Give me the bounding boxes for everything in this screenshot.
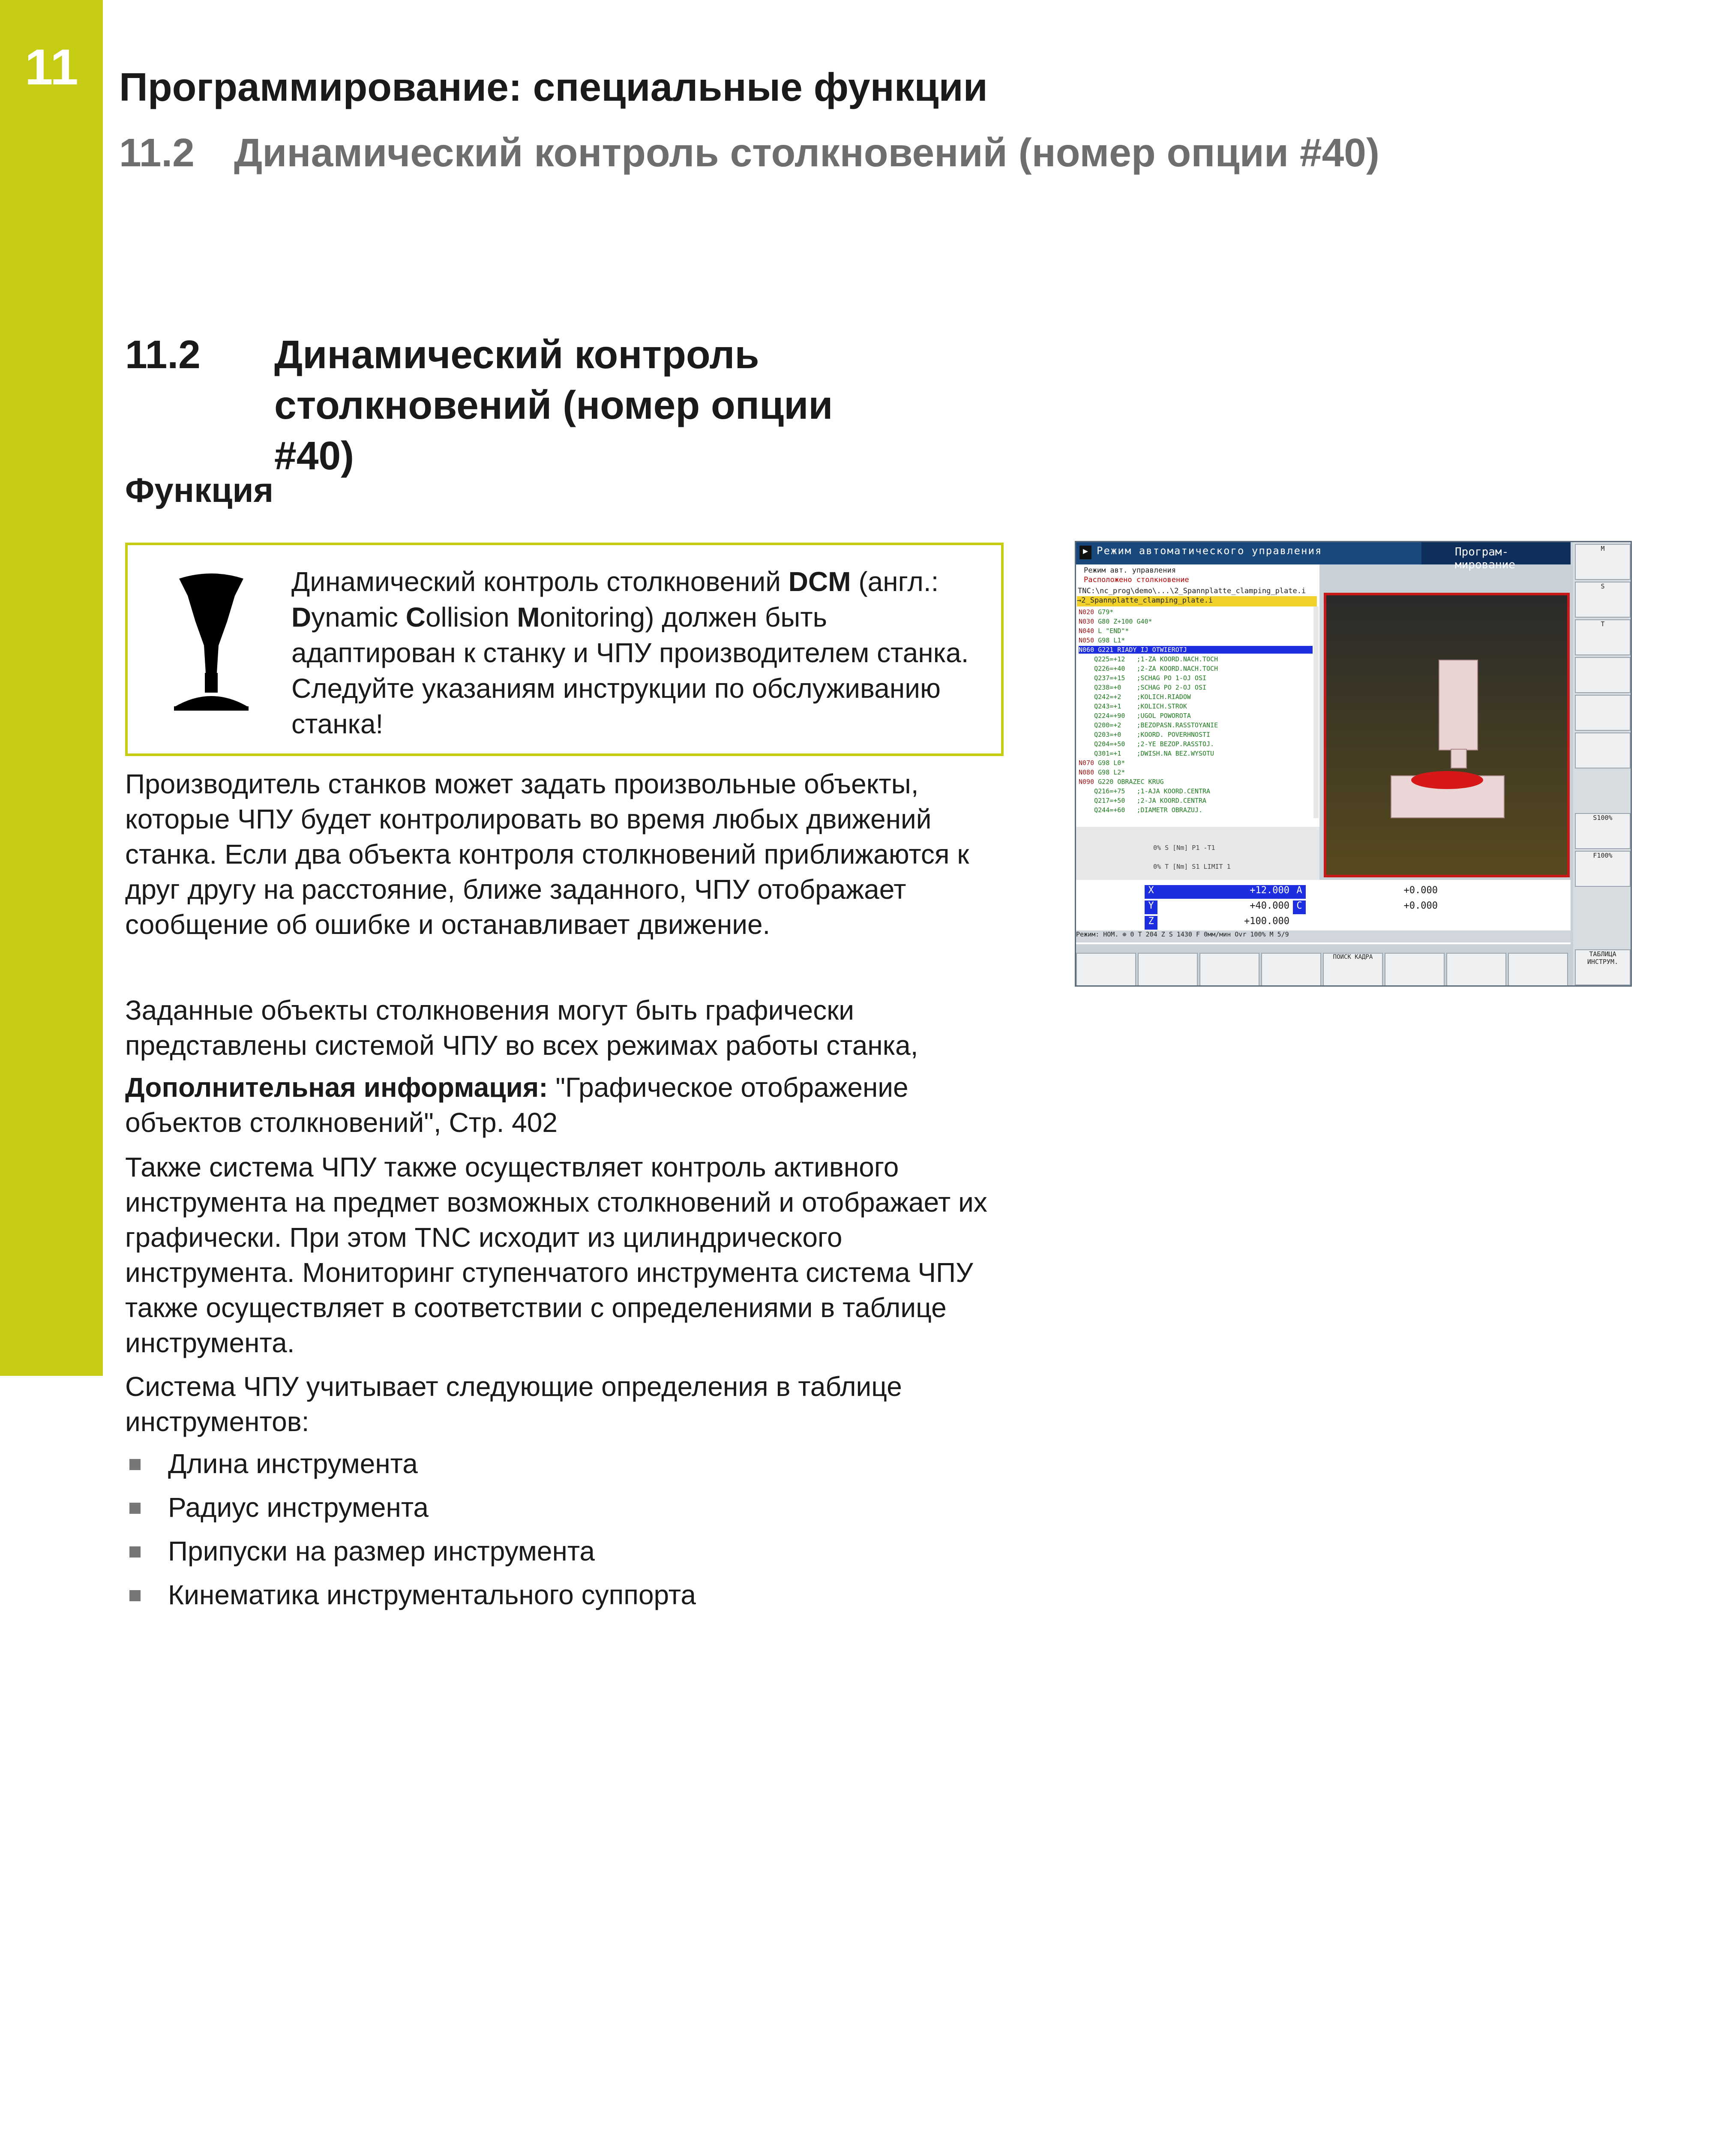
bullet-icon — [129, 1503, 141, 1514]
note-text — [291, 564, 977, 742]
section-heading — [125, 329, 833, 478]
note-segment: onitoring) должен быть адаптирован к станку и ЧПУ производителем станка. Следуйте указаниям инструкции по обслуживанию станка! — [291, 602, 969, 739]
tnc-screenshot — [1075, 541, 1632, 987]
tool-body — [1439, 660, 1478, 750]
axis-label: Y — [1145, 900, 1157, 914]
more-info-link[interactable]: "Графическое отображение объектов столкновений", Стр. 402 — [125, 1072, 908, 1138]
softkey[interactable] — [1261, 953, 1321, 986]
feed-override[interactable]: F100% — [1575, 851, 1631, 887]
program-line[interactable] — [1079, 646, 1313, 654]
note-segment: D — [291, 602, 312, 633]
chapter-sidebar — [0, 0, 103, 1376]
axis-value: +0.000 — [1403, 900, 1438, 911]
tool-table-softkey[interactable]: ТАБЛИЦА ИНСТРУМ. — [1575, 949, 1631, 985]
tool-tip — [1451, 749, 1467, 768]
program-scrollbar[interactable] — [1313, 606, 1319, 818]
axis-value: +40.000 — [1250, 900, 1289, 911]
mode-title: Режим автоматического управления — [1097, 545, 1322, 557]
mode-right: Програм- мирование — [1421, 542, 1571, 564]
axis-value: +100.000 — [1244, 916, 1289, 927]
axis-value: +0.000 — [1403, 885, 1438, 896]
more-info-label: Дополнительная информация: — [125, 1072, 548, 1103]
block-code: G98 L0* — [1098, 759, 1125, 767]
block-number: N070 — [1079, 759, 1098, 767]
side-softkey[interactable]: M — [1575, 544, 1631, 580]
block-code: Q217=+50 ;2-JA KOORD.CENTRA — [1079, 797, 1207, 804]
program-line[interactable] — [1079, 806, 1202, 814]
program-line[interactable] — [1079, 731, 1210, 738]
program-line[interactable] — [1079, 674, 1206, 682]
axis-label: A — [1293, 885, 1306, 899]
note-segment: M — [517, 602, 540, 633]
paragraph-2: Заданные объекты столкновения могут быть графически представлены системой ЧПУ во всех режимах работы станка, — [125, 995, 918, 1061]
bullet-icon — [129, 1590, 141, 1601]
paragraph-3 — [125, 1070, 1008, 1140]
note-box — [125, 543, 1004, 756]
side-softkey[interactable]: T — [1575, 619, 1631, 655]
note-segment: Динамический контроль столкновений — [291, 566, 789, 597]
paragraph-5: Система ЧПУ учитывает следующие определения в таблице инструментов: — [125, 1371, 902, 1437]
axis-value: +12.000 — [1157, 885, 1293, 899]
program-line[interactable] — [1079, 768, 1125, 776]
softkey[interactable] — [1076, 953, 1136, 986]
bullet-icon — [129, 1546, 141, 1558]
block-code: G220 OBRAZEC KRUG — [1098, 778, 1164, 786]
note-segment: DCM — [788, 566, 851, 597]
program-line[interactable] — [1079, 721, 1218, 729]
block-code: G221 RIADY IJ OTWIEROTJ — [1098, 646, 1187, 654]
block-code: G80 Z+100 G40* — [1098, 618, 1152, 625]
side-softkey[interactable] — [1575, 657, 1631, 693]
block-code: Q226=+40 ;2-ZA KOORD.NACH.TOCH — [1079, 665, 1218, 672]
status-line-2: Расположено столкновение — [1084, 576, 1189, 584]
machine-dependent-function-icon — [171, 570, 252, 724]
axis-label: X — [1145, 885, 1157, 899]
status-bar: Режим: НОМ. ⊕ 0 T 204 Z S 1430 F 0мм/мин Ovr 100% M 5/9 — [1076, 930, 1571, 942]
section-title — [274, 329, 917, 481]
side-softkey[interactable] — [1575, 732, 1631, 768]
running-header — [119, 130, 1379, 176]
subheading: Функция — [125, 471, 274, 509]
axis-label: C — [1293, 900, 1306, 914]
block-number: N080 — [1079, 768, 1098, 776]
side-softkey[interactable]: S — [1575, 582, 1631, 618]
load-status-1: 0% S [Nm] P1 -T1 — [1153, 844, 1215, 852]
block-code: G79* — [1098, 608, 1114, 616]
block-code: Q224=+90 ;UGOL POWOROTA — [1079, 712, 1191, 720]
block-code: Q238=+0 ;SCHAG PO 2-OJ OSI — [1079, 684, 1207, 691]
program-line[interactable] — [1079, 665, 1218, 672]
note-segment: C — [405, 602, 426, 633]
running-header-title: Динамический контроль столкновений (номер опции #40) — [234, 130, 1379, 175]
section-title-line2: столкновений (номер опции #40) — [274, 383, 833, 478]
paragraph-1: Производитель станков может задать произвольные объекты, которые ЧПУ будет контролировать во время любых движений станка. Если два объекта контроля столкновений приближаются к друг другу на расстояние, ближе заданного, ЧПУ отображает сообщение об ошибке и останавливает движение. — [125, 768, 969, 940]
block-number: N020 — [1079, 608, 1098, 616]
block-number: N090 — [1079, 778, 1098, 786]
load-status — [1076, 827, 1319, 880]
program-line[interactable] — [1079, 778, 1164, 786]
program-file: →2_Spannplatte_clamping_plate.i — [1077, 596, 1317, 606]
spindle-override[interactable]: S100% — [1575, 813, 1631, 849]
block-code: Q225=+12 ;1-ZA KOORD.NACH.TOCH — [1079, 655, 1218, 663]
program-line[interactable] — [1079, 740, 1214, 748]
block-code: Q237=+15 ;SCHAG PO 1-OJ OSI — [1079, 674, 1207, 682]
program-line[interactable] — [1079, 655, 1218, 663]
axis-label: Z — [1145, 916, 1157, 930]
block-code: Q244=+60 ;DIAMETR OBRAZUJ. — [1079, 806, 1202, 814]
program-line[interactable] — [1079, 750, 1214, 757]
side-softkey[interactable] — [1575, 695, 1631, 731]
softkey[interactable] — [1138, 953, 1198, 986]
block-code: Q243=+1 ;KOLICH.STROK — [1079, 702, 1187, 710]
program-line[interactable] — [1079, 627, 1129, 635]
block-code: Q200=+2 ;BEZOPASN.RASSTOYANIE — [1079, 721, 1218, 729]
program-line[interactable] — [1079, 608, 1113, 616]
softkey[interactable] — [1385, 953, 1445, 986]
softkey[interactable] — [1508, 953, 1568, 986]
section-number: 11.2 — [125, 332, 201, 377]
block-number: N040 — [1079, 627, 1098, 635]
softkey[interactable] — [1199, 953, 1259, 986]
block-code: G98 L2* — [1098, 768, 1125, 776]
block-code: Q203=+0 ;KOORD. POVERHNOSTI — [1079, 731, 1211, 738]
program-path: TNC:\nc_prog\demo\...\2_Spannplatte_clamping_plate.i — [1078, 587, 1306, 595]
block-code: G98 L1* — [1098, 636, 1125, 644]
section-title-line1: Динамический контроль — [274, 332, 759, 377]
chapter-title: Программирование: специальные функции — [119, 65, 988, 109]
block-scan-softkey[interactable]: ПОИСК КАДРА — [1323, 953, 1383, 986]
program-line[interactable] — [1079, 787, 1210, 795]
program-line[interactable] — [1079, 636, 1125, 644]
load-status-2: 0% T [Nm] S1 LIMIT 1 — [1153, 863, 1231, 870]
note-segment: (англ.: — [851, 566, 939, 597]
block-number: N030 — [1079, 618, 1098, 625]
block-code: L "END"* — [1098, 627, 1129, 635]
note-segment: ollision — [425, 602, 517, 633]
program-line[interactable] — [1079, 702, 1187, 710]
block-code: Q242=+2 ;KOLICH.RIADOW — [1079, 693, 1191, 701]
block-number: N060 — [1079, 646, 1098, 654]
block-code: Q204=+50 ;2-YE BEZOP.RASSTOJ. — [1079, 740, 1214, 748]
program-line[interactable] — [1079, 797, 1206, 804]
chapter-number: 11 — [25, 39, 78, 96]
block-number: N050 — [1079, 636, 1098, 644]
softkey[interactable] — [1446, 953, 1506, 986]
collision-marker — [1411, 771, 1483, 789]
note-segment: ynamic — [311, 602, 406, 633]
program-line[interactable] — [1079, 759, 1125, 767]
bullet-icon — [129, 1459, 141, 1470]
mode-icon: ▶ — [1079, 546, 1091, 559]
program-line[interactable] — [1079, 712, 1191, 720]
program-line[interactable] — [1079, 618, 1152, 625]
paragraph-4: Также система ЧПУ также осуществляет контроль активного инструмента на предмет возможных столкновений и отображает их графически. При этом TNC исходит из цилиндрического инструмента. Мониторинг ступенчатого инструмента система ЧПУ также осуществляет в соответствии с определениями в таблице инструмента. — [125, 1152, 987, 1358]
block-code: Q216=+75 ;1-AJA KOORD.CENTRA — [1079, 787, 1211, 795]
collision-graphic — [1324, 593, 1570, 877]
block-code: Q301=+1 ;DWISH.NA BEZ.WYSOTU — [1079, 750, 1214, 757]
status-line-1: Режим авт. управления — [1084, 566, 1176, 575]
program-line[interactable] — [1079, 684, 1206, 691]
running-header-number: 11.2 — [119, 130, 195, 175]
program-line[interactable] — [1079, 693, 1191, 701]
